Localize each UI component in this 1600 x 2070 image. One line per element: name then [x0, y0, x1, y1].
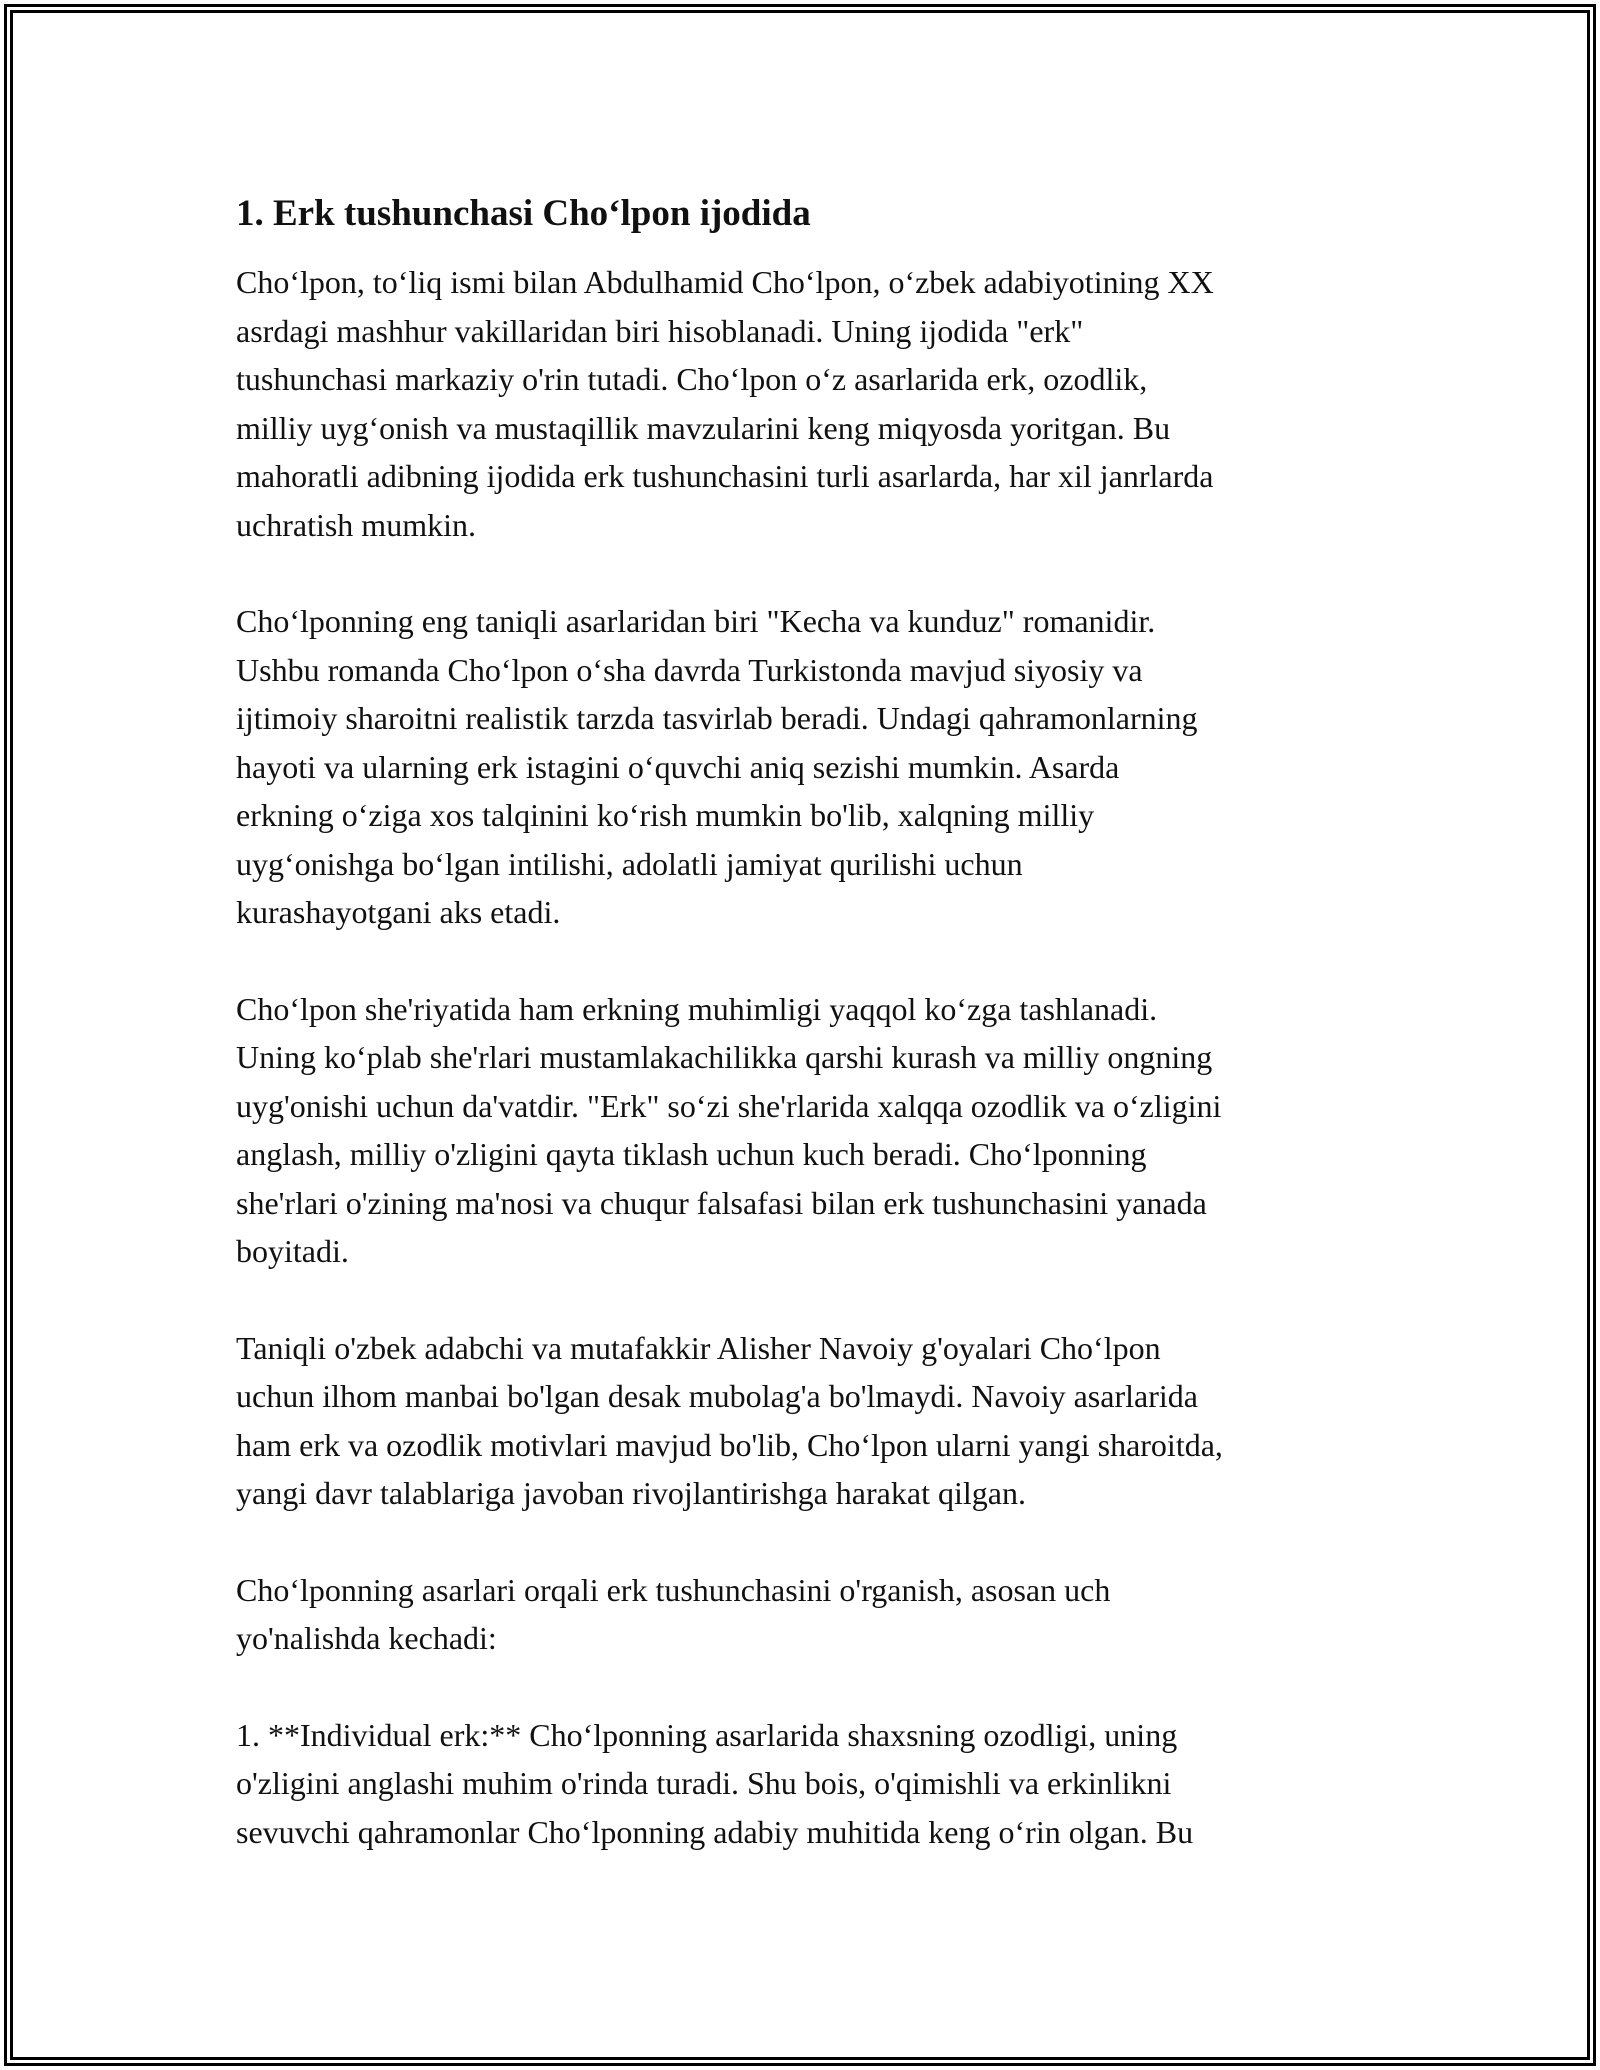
paragraph-navoiy: Taniqli o'zbek adabchi va mutafakkir Alisher Navoiy g'oyalari Cho‘lpon uchun ilhom manbai bo'lgan desak mubolag'a bo'lmaydi. Navoiy asarlarida ham erk va ozodlik motivlari mavjud bo'lib, Cho‘lpon ularni yangi sharoitda, yangi davr talablariga javoban rivojlantirishga harakat qilgan.: [236, 1329, 1223, 1511]
paragraph-individual-erk: 1. **Individual erk:** Cho‘lponning asarlarida shaxsning ozodligi, uning o'zligini anglashi muhim o'rinda turadi. Shu bois, o'qimishli va erkinlikni sevuvchi qahramonlar Cho‘lponning adabiy muhitida keng o‘rin olgan. Bu: [236, 1716, 1194, 1850]
paragraph-directions: Cho‘lponning asarlari orqali erk tushunchasini o'rganish, asosan uch yo'nalishda kechadi:: [236, 1571, 1111, 1656]
paragraph-poetry: Cho‘lpon she'riyatida ham erkning muhimligi yaqqol ko‘zga tashlanadi. Uning ko‘plab she'rlari mustamlakachilikka qarshi kurash va milliy ongning uyg'onishi uchun da'vatdir. "Erk" so‘zi she'rlarida xalqqa ozodlik va o‘zligini anglash, milliy o'zligini qayta tiklash uchun kuch beradi. Cho‘lponning she'rlari o'zining ma'nosi va chuqur falsafasi bilan erk tushunchasini yanada boyitadi.: [236, 990, 1222, 1269]
paragraph-intro: Cho‘lpon, to‘liq ismi bilan Abdulhamid Cho‘lpon, o‘zbek adabiyotining XX asrdagi mashhur vakillaridan biri hisoblanadi. Uning ijodida "erk" tushunchasi markaziy o'rin tutadi. Cho‘lpon o‘z asarlarida erk, ozodlik, milliy uyg‘onish va mustaqillik mavzularini keng miqyosda yoritgan. Bu mahoratli adibning ijodida erk tushunchasini turli asarlarda, har xil janrlarda uchratish mumkin.: [236, 264, 1214, 543]
paragraph-kecha-va-kunduz: Cho‘lponning eng taniqli asarlaridan biri "Kecha va kunduz" romanidir. Ushbu romanda Cho‘lpon o‘sha davrda Turkistonda mavjud siyosiy va ijtimoiy sharoitni realistik tarzda tasvirlab beradi. Undagi qahramonlarning hayoti va ularning erk istagini o‘quvchi aniq sezishi mumkin. Asarda erkning o‘ziga xos talqinini ko‘rish mumkin bo'lib, xalqning milliy uyg‘onishga bo‘lgan intilishi, adolatli jamiyat qurilishi uchun kurashayotgani aks etadi.: [236, 603, 1198, 930]
section-heading: 1. Erk tushunchasi Cho‘lpon ijodida: [236, 193, 811, 234]
document-body: [236, 190, 1376, 1856]
